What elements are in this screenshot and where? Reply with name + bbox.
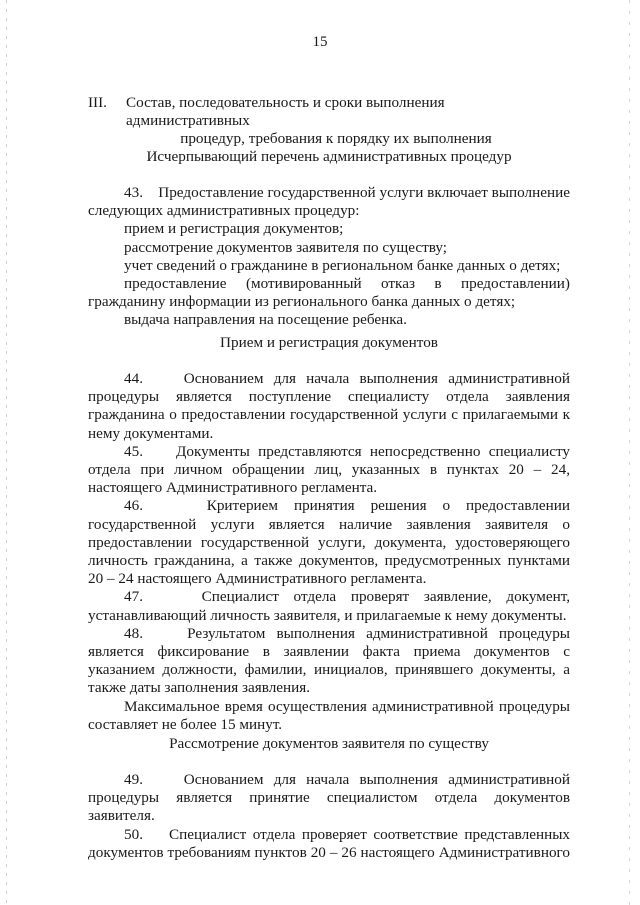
- page-number: 15: [312, 34, 328, 50]
- paragraph-43: 43. Предоставление государственной услуги включает выполнение следующих административных процедур:: [88, 184, 570, 220]
- heading-exhaustive-list: Исчерпывающий перечень административных процедур: [146, 148, 512, 165]
- paragraph-44: 44. Основанием для начала выполнения административной процедуры является поступление специалисту отдела заявления гражданина о предоставлении государственной услуги с прилагаемыми к нему документами.: [88, 370, 570, 442]
- list-item: предоставление (мотивированный отказ в предоставлении) гражданину информации из регионального банка данных о детях;: [88, 275, 570, 311]
- list-item: рассмотрение документов заявителя по существу;: [124, 238, 448, 256]
- paragraph-max-time: Максимальное время осуществления административной процедуры составляет не более 15 минут.: [88, 697, 570, 733]
- section-title-line1: Состав, последовательность и сроки выполнения административных: [126, 94, 445, 130]
- heading-review: Рассмотрение документов заявителя по существу: [169, 735, 489, 752]
- list-item: учет сведений о гражданине в региональном банке данных о детях;: [124, 256, 561, 274]
- list-item: прием и регистрация документов;: [124, 220, 344, 238]
- paragraph-46: 46. Критерием принятия решения о предоставлении государственной услуги является наличие заявления заявителя о предоставлении государственной услуги, документа, удостоверяющего личность гражданина, а также документов, предусмотренных пунктами 20 – 24 настоящего Административного регламента.: [88, 497, 570, 588]
- list-item: выдача направления на посещение ребенка.: [124, 311, 407, 329]
- paragraph-48: 48. Результатом выполнения административной процедуры является фиксирование в заявлении факта приема документов с указанием должности, фамилии, инициалов, принявшего документы, а также даты заполнения заявления.: [88, 624, 570, 697]
- section-title-line2: процедур, требования к порядку их выполнения: [180, 130, 492, 148]
- paragraph-47: 47. Специалист отдела проверят заявление, документ, устанавливающий личность заявителя, и прилагаемые к нему документы.: [88, 588, 570, 624]
- heading-reception: Прием и регистрация документов: [220, 334, 438, 351]
- scan-edge-left: [6, 0, 7, 905]
- paragraph-49: 49. Основанием для начала выполнения административной процедуры является принятие специалистом отдела документов заявителя.: [88, 771, 570, 825]
- reception-block: [88, 370, 570, 734]
- review-block: [88, 771, 570, 862]
- procedures-list-block: [88, 184, 570, 330]
- scan-edge-right: [629, 0, 630, 905]
- section-number: III.: [88, 94, 107, 111]
- paragraph-45: 45. Документы представляются непосредственно специалисту отдела при личном обращении лиц, указанных в пунктах 20 – 24, настоящего Административного регламента.: [88, 442, 570, 497]
- section-title: [88, 94, 570, 149]
- paragraph-50: 50. Специалист отдела проверяет соответствие представленных документов требованиям пунктов 20 – 26 настоящего Административного: [88, 825, 570, 861]
